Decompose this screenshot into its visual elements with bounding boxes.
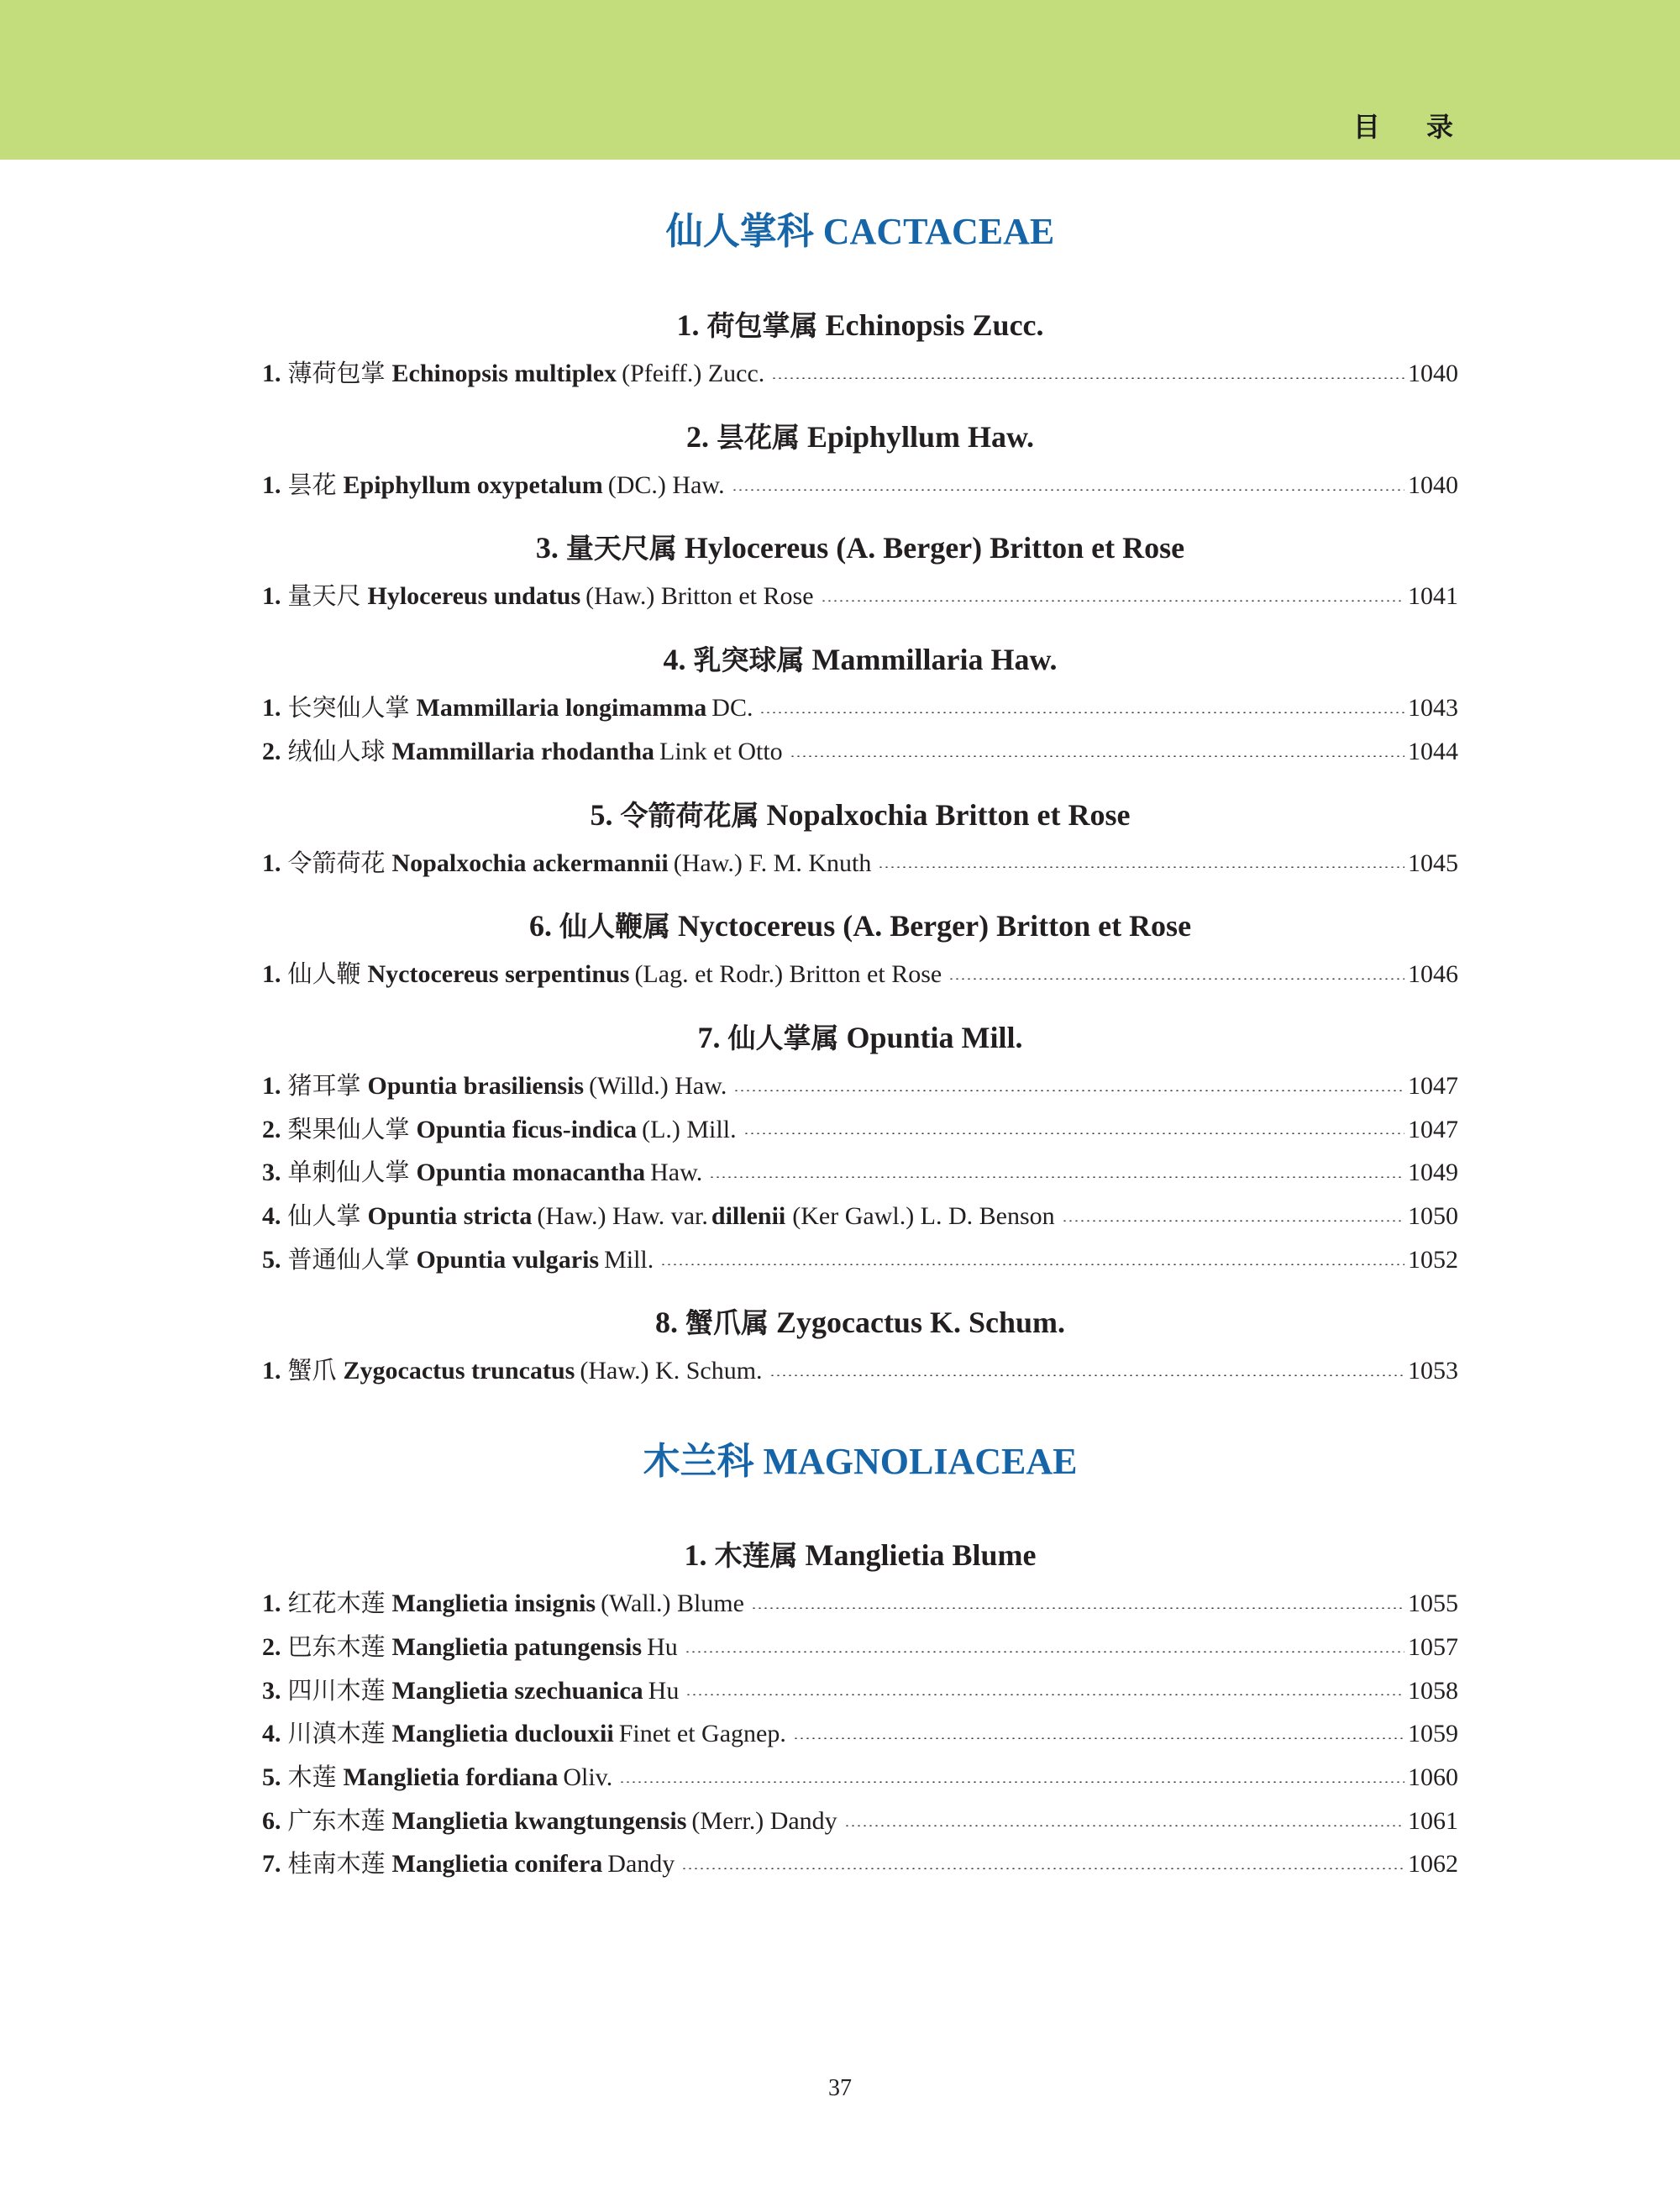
- dot-leader: [771, 377, 1404, 379]
- family-section: [262, 1432, 1458, 1886]
- toc-entry: [262, 953, 1458, 996]
- dot-leader: [878, 866, 1404, 868]
- dot-leader: [743, 1132, 1404, 1134]
- entry-chinese-name: 红花木莲: [287, 1589, 386, 1618]
- entry-latin-name: Manglietia patungensis: [391, 1632, 643, 1661]
- genus-number: 1.: [684, 1538, 707, 1573]
- entry-chinese-name: 仙人鞭: [287, 959, 361, 989]
- genus-chinese-name: 仙人鞭属: [559, 910, 670, 943]
- entry-chinese-name: 仙人掌: [287, 1201, 361, 1231]
- entry-authority: (DC.) Haw.: [607, 470, 725, 499]
- entry-latin-name: Manglietia kwangtungensis: [391, 1806, 687, 1835]
- entry-page-number: 1060: [1408, 1763, 1458, 1791]
- entry-latin-name: Opuntia ficus-indica: [416, 1115, 638, 1143]
- entry-latin-name: Echinopsis multiplex: [391, 360, 617, 387]
- entry-authority: (Willd.) Haw.: [589, 1071, 727, 1100]
- entry-number: 3.: [262, 1159, 281, 1187]
- entry-authority: Haw.: [650, 1159, 703, 1187]
- entry-latin-name: Mammillaria longimamma: [416, 694, 707, 723]
- genus-number: 2.: [685, 419, 709, 454]
- toc-entry: [262, 575, 1458, 618]
- toc-entry: [262, 464, 1458, 507]
- entry-chinese-name: 普通仙人掌: [287, 1244, 410, 1274]
- entry-authority: DC.: [711, 694, 753, 723]
- entry-authority: Link et Otto: [659, 737, 783, 765]
- toc-entry: [262, 1151, 1458, 1195]
- entry-number: 1.: [262, 1071, 281, 1100]
- species-list: [262, 686, 1458, 773]
- entry-authority: Dandy: [607, 1850, 675, 1879]
- species-list: [262, 1349, 1458, 1393]
- species-list: [262, 953, 1458, 996]
- entry-chinese-name: 猪耳掌: [287, 1070, 361, 1100]
- entry-authority: Hu: [648, 1676, 680, 1705]
- dot-leader: [660, 1264, 1404, 1265]
- toc-entry: [262, 842, 1458, 885]
- entry-number: 5.: [262, 1245, 281, 1274]
- dot-leader: [759, 712, 1404, 713]
- entry-authority: (Merr.) Dandy: [691, 1806, 837, 1835]
- entry-chinese-name: 四川木莲: [287, 1675, 386, 1705]
- entry-page-number: 1062: [1408, 1850, 1458, 1879]
- toc-entry: [262, 1800, 1458, 1843]
- species-list: [262, 464, 1458, 507]
- dot-leader: [733, 1090, 1404, 1091]
- entry-number: 1.: [262, 1357, 281, 1385]
- entry-number: 1.: [262, 1590, 281, 1618]
- entry-chinese-name: 梨果仙人掌: [287, 1114, 410, 1143]
- page-number: 37: [828, 2075, 852, 2101]
- dot-leader: [844, 1825, 1404, 1826]
- entry-page-number: 1061: [1408, 1806, 1458, 1835]
- genus-latin-name: Echinopsis: [825, 308, 965, 342]
- entry-number: 1.: [262, 582, 281, 611]
- entry-authority: (Lag. et Rodr.) Britton et Rose: [634, 960, 942, 989]
- entry-page-number: 1055: [1408, 1590, 1458, 1618]
- genus-latin-name: Manglietia: [805, 1538, 945, 1573]
- entry-page-number: 1053: [1408, 1357, 1458, 1385]
- entry-latin-name: Manglietia duclouxii: [391, 1720, 614, 1748]
- entry-page-number: 1043: [1408, 694, 1458, 723]
- toc-entry: [262, 1842, 1458, 1886]
- entry-chinese-name: 桂南木莲: [287, 1849, 386, 1879]
- entry-chinese-name: 巴东木莲: [287, 1632, 386, 1661]
- entry-latin-name: Manglietia fordiana: [343, 1763, 559, 1791]
- genus-title: [262, 638, 1458, 681]
- genus-chinese-name: 荷包掌属: [706, 309, 818, 342]
- genus-chinese-name: 令箭荷花属: [620, 798, 759, 832]
- genus-authority: (A. Berger) Britton et Rose: [836, 531, 1185, 565]
- entry-chinese-name: 广东木莲: [287, 1805, 386, 1835]
- running-header-title: 目 录: [1352, 111, 1472, 143]
- entry-authority: Hu: [647, 1632, 678, 1661]
- dot-leader: [1062, 1220, 1404, 1222]
- entry-latin-name: Opuntia brasiliensis: [367, 1071, 585, 1100]
- species-list: [262, 1064, 1458, 1282]
- toc-entry: [262, 1064, 1458, 1108]
- genus-title: [262, 1301, 1458, 1344]
- genus-number: 7.: [697, 1020, 721, 1054]
- genus-number: 4.: [663, 643, 686, 677]
- entry-authority: Oliv.: [563, 1763, 613, 1791]
- toc-entry: [262, 686, 1458, 730]
- genus-latin-name: Epiphyllum: [806, 419, 961, 454]
- dot-leader: [685, 1694, 1404, 1695]
- table-of-contents: [262, 202, 1458, 1906]
- entry-page-number: 1049: [1408, 1159, 1458, 1187]
- entry-latin-name: Zygocactus truncatus: [343, 1357, 575, 1385]
- entry-number: 1.: [262, 849, 281, 877]
- entry-latin-name: Nopalxochia ackermannii: [391, 849, 669, 877]
- toc-entry: [262, 1582, 1458, 1626]
- genus-number: 6.: [528, 909, 552, 943]
- entry-latin-name: Hylocereus undatus: [367, 582, 581, 611]
- dot-leader: [732, 489, 1404, 491]
- entry-variety-name: dillenii: [711, 1202, 786, 1231]
- genus-authority: Zucc.: [972, 308, 1044, 342]
- genus-title: [262, 905, 1458, 948]
- genus-latin-name: Zygocactus: [775, 1306, 922, 1340]
- entry-number: 4.: [262, 1720, 281, 1748]
- species-list: [262, 1582, 1458, 1886]
- genus-number: 1.: [676, 308, 700, 342]
- entry-page-number: 1057: [1408, 1632, 1458, 1661]
- genus-chinese-name: 蟹爪属: [685, 1306, 769, 1340]
- entry-authority: (Pfeiff.) Zucc.: [622, 360, 765, 387]
- toc-entry: [262, 1238, 1458, 1282]
- genus-number: 5.: [590, 797, 613, 832]
- genus-authority: Haw.: [990, 643, 1058, 677]
- entry-latin-name: Manglietia conifera: [391, 1850, 603, 1879]
- entry-number: 4.: [262, 1202, 281, 1231]
- entry-latin-name: Manglietia szechuanica: [391, 1676, 643, 1705]
- entry-variety-authority: (Ker Gawl.) L. D. Benson: [792, 1202, 1055, 1231]
- genus-title: [262, 416, 1458, 459]
- genus-latin-name: Nopalxochia: [766, 797, 928, 832]
- entry-chinese-name: 昙花: [287, 470, 337, 499]
- genus-title: [262, 304, 1458, 347]
- dot-leader: [790, 755, 1404, 757]
- genus-chinese-name: 乳突球属: [693, 644, 805, 677]
- toc-entry: [262, 1756, 1458, 1800]
- genus-chinese-name: 木莲属: [714, 1539, 798, 1573]
- toc-entry: [262, 1108, 1458, 1152]
- dot-leader: [769, 1374, 1404, 1376]
- genus-chinese-name: 仙人掌属: [727, 1021, 839, 1054]
- entry-chinese-name: 长突仙人掌: [287, 693, 410, 723]
- toc-entry: [262, 1712, 1458, 1756]
- genus-authority: Blume: [952, 1538, 1037, 1573]
- entry-authority: (Haw.) Britton et Rose: [585, 582, 814, 611]
- entry-chinese-name: 木莲: [287, 1762, 337, 1791]
- genus-title: [262, 1017, 1458, 1059]
- dot-leader: [948, 978, 1404, 980]
- genus-latin-name: Hylocereus: [684, 531, 829, 565]
- entry-authority: Finet et Gagnep.: [618, 1720, 786, 1748]
- entry-chinese-name: 量天尺: [287, 581, 361, 611]
- genus-authority: Mill.: [961, 1020, 1023, 1054]
- entry-page-number: 1052: [1408, 1245, 1458, 1274]
- family-section: [262, 202, 1458, 1393]
- entry-chinese-name: 蟹爪: [287, 1356, 337, 1385]
- entry-latin-name: Nyctocereus serpentinus: [367, 960, 630, 989]
- species-list: [262, 842, 1458, 885]
- entry-number: 2.: [262, 1115, 281, 1143]
- entry-page-number: 1059: [1408, 1720, 1458, 1748]
- entry-latin-name: Opuntia monacantha: [416, 1159, 646, 1187]
- dot-leader: [821, 600, 1404, 602]
- entry-page-number: 1040: [1408, 360, 1458, 387]
- entry-page-number: 1041: [1408, 582, 1458, 611]
- entry-number: 1.: [262, 960, 281, 989]
- entry-authority: Mill.: [604, 1245, 654, 1274]
- entry-number: 6.: [262, 1806, 281, 1835]
- toc-entry: [262, 1349, 1458, 1393]
- genus-authority: Haw.: [968, 419, 1035, 454]
- entry-page-number: 1058: [1408, 1676, 1458, 1705]
- entry-page-number: 1044: [1408, 737, 1458, 765]
- species-list: [262, 575, 1458, 618]
- entry-authority: (Wall.) Blume: [601, 1590, 744, 1618]
- entry-authority: (L.) Mill.: [642, 1115, 737, 1143]
- genus-title: [262, 794, 1458, 837]
- entry-authority: (Haw.) Haw. var.: [537, 1202, 708, 1231]
- toc-entry: [262, 1626, 1458, 1669]
- entry-latin-name: Mammillaria rhodantha: [391, 737, 655, 765]
- dot-leader: [681, 1868, 1404, 1869]
- entry-number: 2.: [262, 1632, 281, 1661]
- entry-authority: (Haw.) K. Schum.: [580, 1357, 763, 1385]
- genus-title: [262, 527, 1458, 570]
- genus-chinese-name: 昙花属: [716, 420, 800, 454]
- dot-leader: [751, 1607, 1404, 1609]
- toc-entry: [262, 730, 1458, 774]
- toc-entry: [262, 352, 1458, 396]
- entry-page-number: 1040: [1408, 470, 1458, 499]
- entry-number: 1.: [262, 694, 281, 723]
- family-title: 木兰科 MAGNOLIACEAE: [643, 1441, 1078, 1483]
- toc-entry: [262, 1195, 1458, 1238]
- entry-chinese-name: 薄荷包掌: [287, 359, 386, 387]
- entry-number: 5.: [262, 1763, 281, 1791]
- dot-leader: [619, 1781, 1404, 1783]
- dot-leader: [709, 1176, 1404, 1178]
- genus-authority: (A. Berger) Britton et Rose: [843, 909, 1192, 943]
- dot-leader: [793, 1737, 1404, 1739]
- family-title: 仙人掌科 CACTACEAE: [665, 211, 1055, 252]
- entry-latin-name: Manglietia insignis: [391, 1590, 596, 1618]
- entry-chinese-name: 川滇木莲: [287, 1719, 386, 1748]
- genus-title: [262, 1534, 1458, 1577]
- dot-leader: [685, 1651, 1404, 1653]
- genus-authority: Britton et Rose: [935, 797, 1131, 832]
- entry-number: 1.: [262, 360, 281, 387]
- entry-chinese-name: 绒仙人球: [287, 736, 386, 765]
- entry-number: 7.: [262, 1850, 281, 1879]
- entry-latin-name: Opuntia stricta: [367, 1202, 533, 1231]
- entry-number: 2.: [262, 737, 281, 765]
- entry-page-number: 1046: [1408, 960, 1458, 989]
- genus-latin-name: Mammillaria: [811, 643, 984, 677]
- entry-chinese-name: 单刺仙人掌: [287, 1158, 410, 1187]
- genus-latin-name: Opuntia: [846, 1020, 954, 1054]
- entry-latin-name: Epiphyllum oxypetalum: [343, 470, 603, 499]
- genus-number: 3.: [535, 531, 559, 565]
- genus-authority: K. Schum.: [929, 1306, 1066, 1340]
- entry-page-number: 1045: [1408, 849, 1458, 877]
- genus-number: 8.: [654, 1306, 678, 1340]
- entry-page-number: 1050: [1408, 1202, 1458, 1231]
- entry-authority: (Haw.) F. M. Knuth: [673, 849, 872, 877]
- genus-latin-name: Nyctocereus: [677, 909, 836, 943]
- entry-latin-name: Opuntia vulgaris: [416, 1245, 600, 1274]
- species-list: [262, 352, 1458, 396]
- entry-number: 3.: [262, 1676, 281, 1705]
- entry-page-number: 1047: [1408, 1115, 1458, 1143]
- genus-chinese-name: 量天尺属: [565, 532, 677, 565]
- entry-page-number: 1047: [1408, 1071, 1458, 1100]
- toc-entry: [262, 1669, 1458, 1713]
- entry-number: 1.: [262, 470, 281, 499]
- entry-chinese-name: 令箭荷花: [287, 848, 386, 877]
